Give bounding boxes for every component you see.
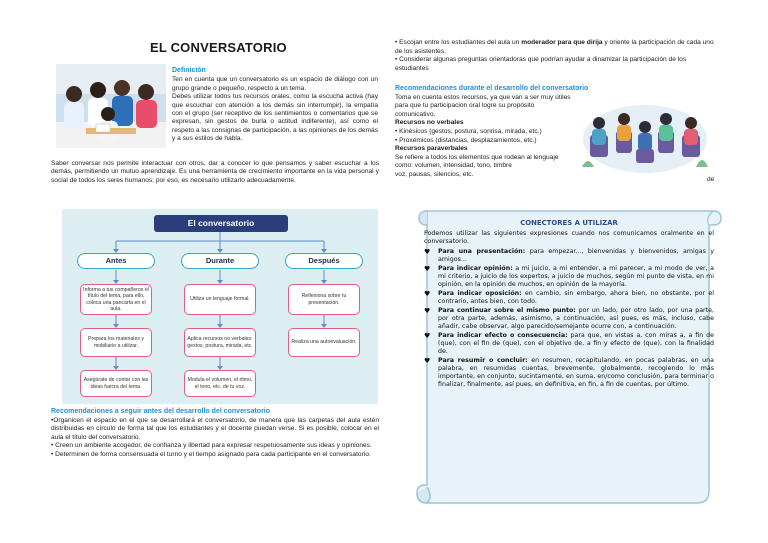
diagram-box-durante-3: Modula el volumen, el ritmo, el tono, etc. de tu voz. — [184, 370, 256, 397]
paraverbal-de: de — [707, 176, 715, 183]
students-photo — [56, 64, 166, 148]
nonverbal-item-2: • Proxémicos (distancias, desplazamientos, etc.) — [395, 136, 537, 144]
conector-text: para empezar..., bienvenidas y bienvenidos, amigas y amigos... — [438, 247, 714, 263]
conector-text: a mi juicio, a mi entender, a mi parecer, a mi modo de ver, a mi criterio, a juicio de los expertos, a juicio de muchos, según mi punto de vista, en mi opinión, en la opinión de muchos, en opinión de la mayoría. — [438, 264, 714, 288]
conector-lead: Para indicar oposición: — [438, 289, 522, 297]
heart-bullet-icon: ♥ — [424, 264, 431, 273]
definition-paragraph-1: Ten en cuenta que un conversatorio es un espacio de diálogo con un grupo grande o pequeño, respecto a un tema. — [172, 76, 378, 92]
paraverbal-end: voz, pausas, silencios, etc. — [395, 170, 474, 178]
conector-text: por un lado, por otro lado, por una parte, por otra parte, además, asimismo, a continuación, así pues, es más, incluso, cabe añadir, cabe observar, algo parecido/semejante ocurre con, a continuación. — [438, 306, 714, 330]
conector-item-continuar — [424, 307, 714, 332]
nonverbal-item-1: • Kinésicos (gestos, postura, sonrisa, mirada, etc.) — [395, 127, 542, 135]
diagram-box-durante-1: Utiliza un lenguaje formal. — [184, 284, 256, 315]
diagram-box-durante-2: Aplica recursos no verbales: gestos, postura, mirada, etc. — [184, 328, 256, 357]
conversatorio-diagram — [62, 209, 378, 404]
paraverbal-text: Se refiere a todos los elementos que rodean al lenguaje como: volumen, intensidad, tono, timbre — [395, 153, 559, 170]
conector-lead: Para indicar opinión: — [438, 264, 513, 272]
conector-text: para que, en vistas a, con miras a, a fin de (que), con el fin de (que), con el objetivo de, a fin y efecto de (que), con la finalidad de. — [438, 331, 714, 356]
moderator-item-bold: moderador para que dirija — [521, 39, 603, 46]
paraverbal-heading: Recursos paraverbales — [395, 145, 468, 153]
conector-item-presentacion — [424, 248, 714, 264]
during-intro: Toma en cuenta estos recursos, ya que van a ser muy útiles para que tu participación oral logre su propósito comunicativo. — [395, 93, 571, 118]
conector-text: en cambio, sin embargo, ahora bien, no obstante, por el contrario, antes bien, con todo. — [438, 289, 714, 305]
diagram-head-antes: Antes — [77, 253, 155, 269]
definition-paragraph-2: Debes utilizar todos tus recursos orales, como la escucha activa (hay que escuchar con atención a los demás sin interrumpir), la empatía con el grupo (ser receptivo de los sentimientos o comentarios que se expresan, sin gestos de burla o actitud indiferente), así como el respeto a las consignas de participación, a las opiniones de los demás y a sus estilos de habla. — [172, 93, 378, 143]
definition-section — [172, 67, 378, 144]
before-item-2: • Creen un ambiente acogedor, de confianza y libertad para expresar respetuosamente sus ideas y opiniones. — [51, 442, 372, 449]
conectores-title: CONECTORES A UTILIZAR — [520, 219, 618, 227]
conector-text: en resumen, recapitulando, en pocas palabras, en una palabra, en resumidas cuentas, brevemente, globalmente, recogiendo lo más importante, en conjunto, sucintamente, en suma, en/como conclusión, para terminar o finalizar, finalmente, así pues, en definitiva, en fin, a fin de cuentas, por último. — [438, 356, 714, 389]
right-top-list — [395, 39, 720, 73]
before-item-3: • Determinen de forma consensuada el turno y el tiempo asignado para cada participante en el conversatorio. — [51, 450, 371, 458]
conectores-intro: Podemos utilizar las siguientes expresiones cuando nos comunicamos oralmente en el conversatorio. — [424, 230, 714, 246]
people-circle-illustration — [578, 97, 712, 175]
heart-bullet-icon: ♥ — [424, 247, 431, 256]
diagram-title: El conversatorio — [154, 215, 288, 232]
heart-bullet-icon: ♥ — [424, 356, 431, 365]
conector-item-resumir — [424, 357, 714, 390]
definition-paragraph-3: Saber conversar nos permite interactuar con otros, dar a conocer lo que pensamos y saber escuchar a los demás, permitiendo un mutuo aprendizaje. Es una herramienta de crecimiento importante en la vida personal y social de todos los seres humanos; por eso, es necesario utilizarlo adecuadamente. — [51, 160, 379, 184]
diagram-box-antes-2: Prepara los materiales y mobiliario a utilizar. — [80, 328, 152, 357]
conector-item-oposicion — [424, 290, 714, 306]
questions-item: • Considerar algunas preguntas orientadoras que podrían ayudar a dinamizar la participación de los estudiantes — [395, 56, 687, 72]
definition-heading: Definición — [172, 67, 206, 74]
before-heading: Recomendaciones a seguir antes del desarrollo del conversatorio — [51, 408, 271, 415]
nonverbal-heading: Recursos no verbales — [395, 119, 464, 127]
diagram-head-durante: Durante — [181, 253, 259, 269]
conector-lead: Para una presentación: — [438, 247, 526, 255]
conectores-section — [424, 219, 714, 390]
conector-item-opinion — [424, 265, 714, 290]
before-recommendations — [51, 408, 379, 459]
heart-bullet-icon: ♥ — [424, 331, 431, 340]
heart-bullet-icon: ♥ — [424, 306, 431, 315]
diagram-box-despues-1: Reflexiona sobre tu presentación. — [288, 284, 360, 315]
before-item-1: •Organicen el espacio en el que se desarrollará el conversatorio, de manera que las carpetas del aula estén distribuidas en círculo de forma tal que los estudiantes y el docente puedan verse. Si es posible, colocar en el aula el título del conversatorio. — [51, 416, 379, 441]
page-title: EL CONVERSATORIO — [150, 40, 287, 55]
moderator-item-post: y oriente la participación de cada uno de los asistentes. — [395, 39, 714, 55]
conector-lead: Para continuar sobre el mismo punto: — [438, 306, 576, 314]
moderator-item — [395, 39, 720, 56]
moderator-item-pre: • Escojan entre los estudiantes del aula un — [395, 39, 522, 46]
conector-item-efecto — [424, 332, 714, 357]
heart-bullet-icon: ♥ — [424, 289, 431, 298]
conector-lead: Para indicar efecto o consecuencia: — [438, 331, 568, 339]
conector-lead: Para resumir o concluir: — [438, 356, 528, 364]
diagram-box-antes-3: Asegúrate de contar con las ideas fuerza del tema. — [80, 370, 152, 397]
during-heading: Recomendaciones durante el desarrollo del conversatorio — [395, 85, 589, 92]
diagram-box-antes-1: Informa a tus compañeros el título del tema, para ello, coloca una pancarta en el aula. — [80, 284, 152, 315]
diagram-box-despues-2: Realiza una autoevaluación. — [288, 328, 360, 357]
diagram-head-despues: Después — [285, 253, 363, 269]
